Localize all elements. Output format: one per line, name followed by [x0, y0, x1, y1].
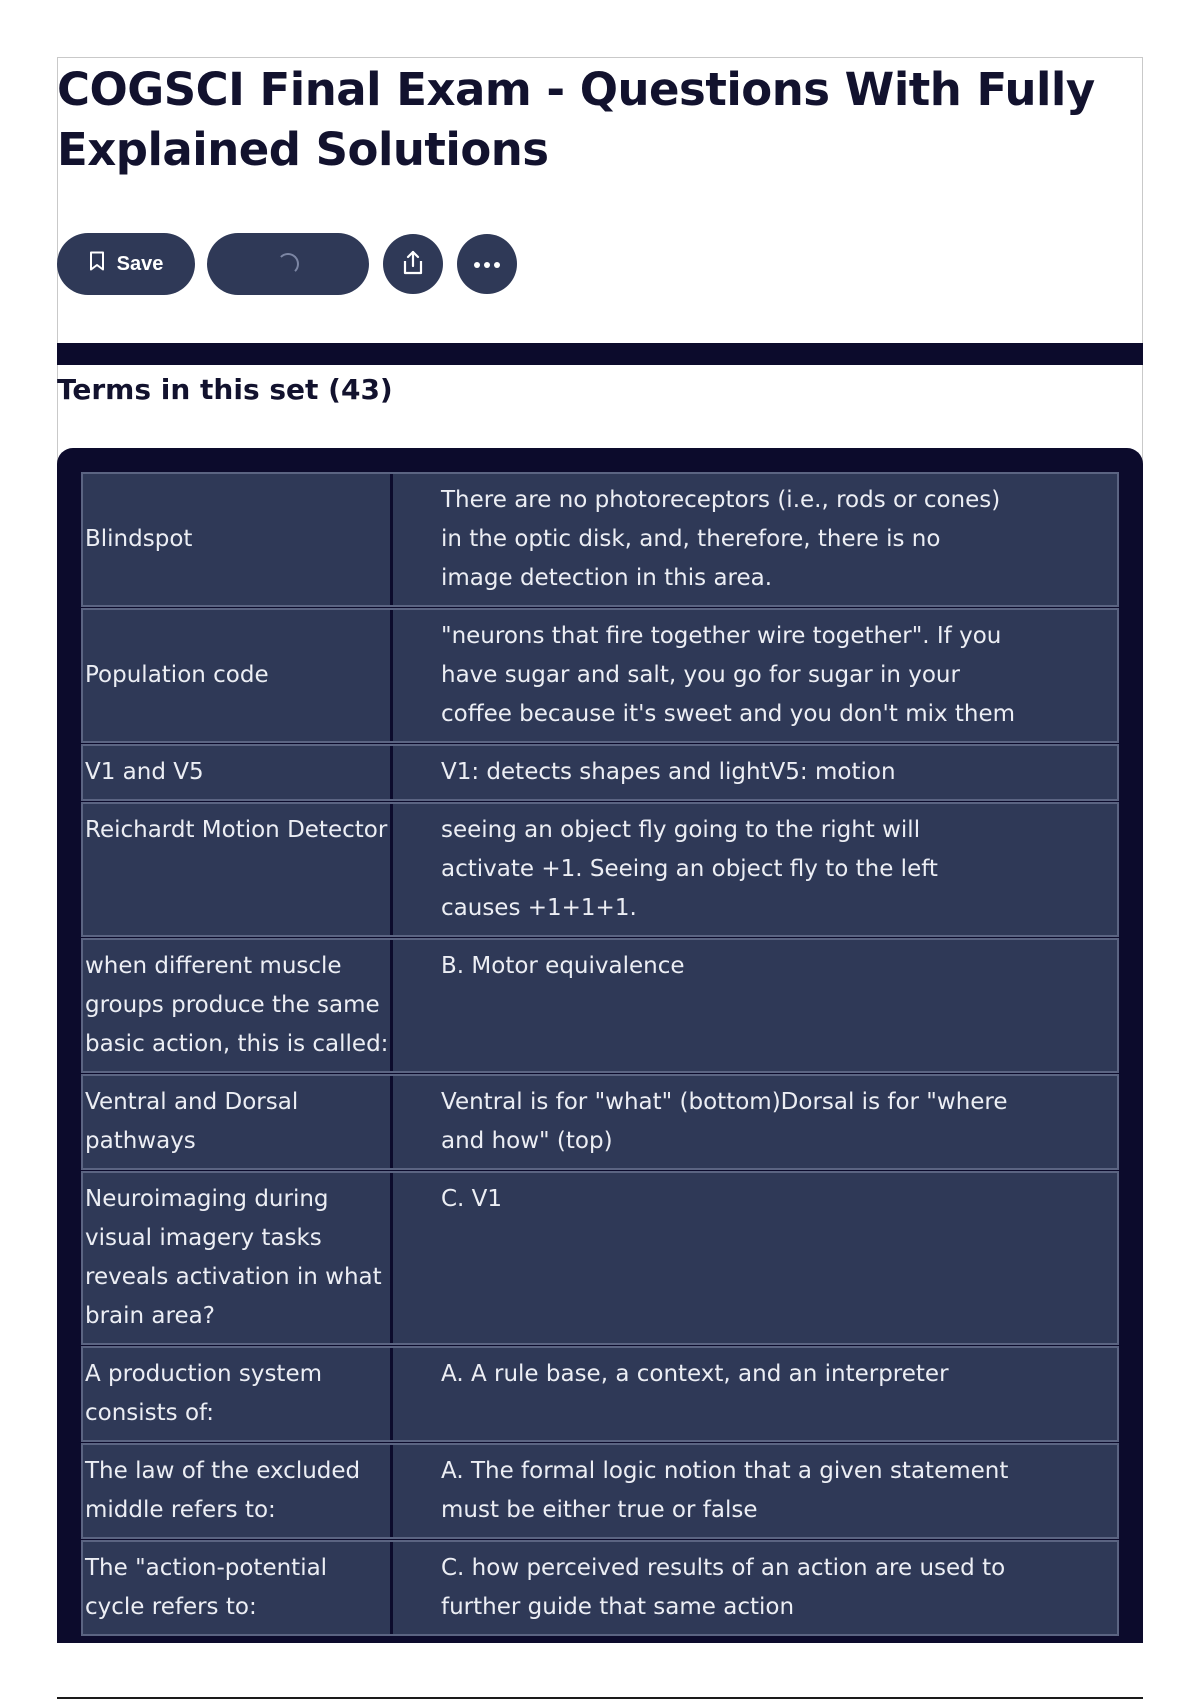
term-row[interactable] — [81, 472, 1119, 607]
term-text: Population code — [83, 610, 393, 741]
definition-text: "neurons that fire together wire together". If you have sugar and salt, you go for sugar in your coffee because it's sweet and you don't mix them — [441, 623, 1016, 727]
definition-text: B. Motor equivalence — [441, 953, 685, 979]
definition-text: A. The formal logic notion that a given statement must be either true or false — [441, 1458, 1009, 1523]
spinner-icon — [277, 253, 299, 275]
term-row[interactable] — [81, 608, 1119, 743]
term-row[interactable] — [81, 1171, 1119, 1345]
term-text: when different muscle groups produce the same basic action, this is called: — [83, 940, 393, 1071]
term-text: Reichardt Motion Detector — [83, 804, 393, 935]
definition-text: C. V1 — [441, 1186, 503, 1212]
term-text: Neuroimaging during visual imagery tasks reveals activation in what brain area? — [83, 1173, 393, 1343]
term-row[interactable] — [81, 1443, 1119, 1539]
term-text: Blindspot — [83, 474, 393, 605]
terms-heading: Terms in this set (43) — [57, 373, 393, 406]
footer-rule — [57, 1697, 1143, 1699]
definition-text: There are no photoreceptors (i.e., rods or cones) in the optic disk, and, therefore, there is no image detection in this area. — [441, 487, 1001, 591]
term-text: The law of the excluded middle refers to: — [83, 1445, 393, 1537]
action-toolbar — [57, 233, 517, 295]
terms-list — [81, 472, 1119, 1637]
share-icon — [400, 249, 426, 280]
term-text: Ventral and Dorsal pathways — [83, 1076, 393, 1168]
terms-card — [57, 448, 1143, 1643]
save-button[interactable] — [57, 233, 195, 295]
share-button[interactable] — [383, 234, 443, 294]
more-horizontal-icon — [473, 257, 501, 272]
term-text: V1 and V5 — [83, 746, 393, 799]
more-options-button[interactable] — [457, 234, 517, 294]
save-label: Save — [116, 252, 164, 275]
definition-text: seeing an object fly going to the right will activate +1. Seeing an object fly to the left causes +1+1+1. — [441, 817, 938, 921]
section-divider — [57, 343, 1143, 365]
term-row[interactable] — [81, 938, 1119, 1073]
definition-text: V1: detects shapes and lightV5: motion — [441, 759, 896, 785]
page-title: COGSCI Final Exam - Questions With Fully Explained Solutions — [57, 63, 1095, 176]
definition-text: Ventral is for "what" (bottom)Dorsal is for "where and how" (top) — [441, 1089, 1008, 1154]
loading-button[interactable] — [207, 233, 369, 295]
definition-text: C. how perceived results of an action are used to further guide that same action — [441, 1555, 1006, 1620]
term-row[interactable] — [81, 1346, 1119, 1442]
term-text: The "action-potential cycle refers to: — [83, 1542, 393, 1634]
definition-text: A. A rule base, a context, and an interpreter — [441, 1361, 949, 1387]
term-row[interactable] — [81, 744, 1119, 801]
term-row[interactable] — [81, 802, 1119, 937]
term-row[interactable] — [81, 1540, 1119, 1636]
term-text: A production system consists of: — [83, 1348, 393, 1440]
bookmark-icon — [89, 251, 105, 277]
term-row[interactable] — [81, 1074, 1119, 1170]
